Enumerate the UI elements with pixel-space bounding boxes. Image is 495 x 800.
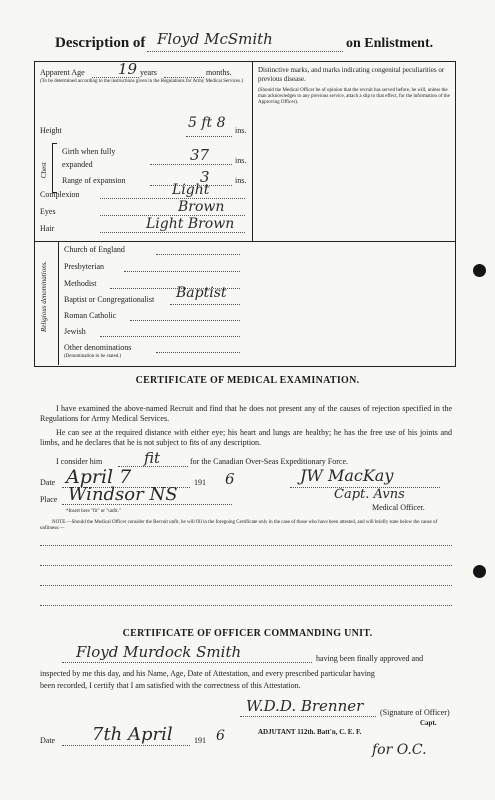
consider-suffix: for the Canadian Over-Seas Expeditionary Force. — [190, 457, 349, 466]
unfit-line-4 — [40, 605, 452, 606]
height-unit: ins. — [235, 126, 247, 135]
punch-hole-bottom — [473, 565, 486, 578]
officer-date-label: Date — [40, 736, 56, 745]
eyes-label: Eyes — [40, 207, 56, 216]
unfit-line-3 — [40, 585, 452, 586]
range-unit: ins. — [235, 176, 247, 185]
recruit-name-header: Floyd McSmith — [157, 30, 273, 48]
church-dotline — [156, 254, 240, 255]
hair-value: Light Brown — [146, 216, 235, 232]
fit-value: fit — [144, 449, 161, 467]
years-label: years — [140, 68, 157, 77]
religion-top-rule — [34, 241, 455, 242]
marks-title: Distinctive marks, and marks indicating congenital peculiarities or previous disease. — [258, 66, 445, 83]
chest-label: Chest — [40, 162, 48, 178]
religion-item: Baptist or Congregationalist — [64, 295, 155, 304]
age-note: (To be determined according to the instructions given in the Regulations for Army Medical Services.) — [40, 79, 244, 84]
religion-item: Methodist — [64, 279, 97, 288]
religion-item: Jewish — [64, 327, 86, 336]
months-label: months. — [206, 68, 232, 77]
complexion-value: Light — [172, 182, 210, 198]
medical-officer-title: Medical Officer. — [372, 503, 425, 512]
baptist-dotline — [170, 304, 240, 305]
months-dotline — [164, 77, 204, 78]
height-dotline — [186, 136, 232, 137]
medical-date-label: Date — [40, 478, 56, 487]
religion-left-rule — [58, 241, 59, 365]
officer-signature-label: (Signature of Officer) — [380, 708, 450, 717]
girth-label: Girth when fully expanded — [62, 147, 116, 169]
medical-place-dotline — [62, 504, 232, 505]
officer-paragraph-line2: inspected by me this day, and his Name, Age, Date of Attestation, and every prescribed particular having — [40, 669, 375, 678]
girth-dotline — [150, 164, 232, 165]
catholic-dotline — [130, 320, 240, 321]
officer-year-suffix: 6 — [216, 728, 225, 744]
medical-officer-rank: Capt. Avns — [334, 487, 405, 502]
officer-year-prefix: 191 — [194, 736, 206, 745]
unfit-line-2 — [40, 565, 452, 566]
medical-paragraph-2: He can see at the required distance with either eye; his heart and lungs are healthy; he has the free use of his joints and limbs, and he declares that he is not subject to fits of any description. — [40, 428, 452, 447]
description-box — [34, 61, 456, 367]
presbyterian-dotline — [124, 271, 240, 272]
medical-year-prefix: 191 — [194, 478, 206, 487]
hair-label: Hair — [40, 224, 55, 233]
officer-approved-text: having been finally approved and — [316, 654, 424, 663]
medical-heading: CERTIFICATE OF MEDICAL EXAMINATION. — [135, 375, 360, 386]
age-dotline — [92, 77, 139, 78]
officer-name-dotline — [62, 662, 312, 663]
religion-side-label: Religious denominations. — [40, 260, 48, 332]
religion-value: Baptist — [176, 285, 227, 301]
description-divider — [252, 61, 253, 241]
other-denom-note: (Denomination to be stated.) — [64, 354, 122, 359]
consider-prefix: I consider him — [56, 457, 103, 466]
officer-paragraph-line3: been recorded, I certify that I am satisfied with the correctness of this Attestation. — [40, 681, 301, 690]
officer-signature-dotline — [240, 716, 376, 717]
medical-date-value: April 7 — [66, 466, 132, 488]
complexion-label: Complexion — [40, 190, 80, 199]
title-row — [55, 32, 455, 54]
medical-officer-signature: JW MacKay — [300, 466, 394, 485]
punch-hole-top — [473, 264, 486, 277]
officer-date-dotline — [62, 745, 190, 746]
adjutant-stamp: ADJUTANT 112th. Batt'n, C. E. F. — [258, 728, 362, 736]
officer-date-value: 7th April — [92, 724, 173, 745]
girth-unit: ins. — [235, 156, 247, 165]
unfit-line-1 — [40, 545, 452, 546]
officer-initials: for O.C. — [372, 742, 427, 758]
religion-item: Roman Catholic — [64, 311, 117, 320]
officer-heading: CERTIFICATE OF OFFICER COMMANDING UNIT. — [122, 628, 373, 639]
officer-recruit-name: Floyd Murdock Smith — [76, 643, 242, 661]
title-prefix: Description of — [55, 35, 146, 51]
medical-place-label: Place — [40, 495, 58, 504]
religion-item: Other denominations — [64, 343, 132, 352]
title-suffix: on Enlistment. — [346, 36, 434, 51]
height-label: Height — [40, 126, 62, 135]
unfit-note: NOTE.—Should the Medical Officer consider the Recruit unfit, he will fill in the foregoing Certificate only in the case of those who have been attested, and will briefly state below the cause of unfitness:— — [40, 520, 438, 531]
title-dotline — [147, 51, 343, 52]
religion-item: Presbyterian — [64, 262, 104, 271]
medical-paragraph-1: I have examined the above-named Recruit and find that he does not present any of the causes of rejection specified in the Regulations for Army Medical Services. — [40, 404, 452, 423]
range-label: Range of expansion — [62, 176, 126, 185]
girth-value: 37 — [190, 146, 210, 164]
range-value: 3 — [200, 168, 210, 186]
jewish-dotline — [100, 336, 240, 337]
medical-year-suffix: 6 — [225, 470, 235, 488]
religion-item: Church of England — [64, 245, 125, 254]
insert-note: *Insert here "fit" or "unfit." — [66, 509, 121, 514]
eyes-value: Brown — [178, 199, 225, 215]
apparent-age-value: 19 — [118, 60, 138, 78]
officer-signature: W.D.D. Brenner — [246, 697, 364, 715]
stamp-rank: Capt. — [420, 719, 437, 727]
chest-bracket — [52, 143, 57, 193]
apparent-age-label: Apparent Age — [40, 68, 85, 77]
hair-dotline — [100, 232, 245, 233]
height-value: 5 ft 8 — [188, 115, 226, 131]
other-dotline — [156, 352, 240, 353]
marks-note: (Should the Medical Officer be of opinion that the recruit has served before, he will, unless the man acknowledges to any previous service, attach a slip to that effect, for the information of the Approving Officer). — [258, 88, 450, 105]
medical-place-value: Windsor NS — [68, 484, 178, 505]
